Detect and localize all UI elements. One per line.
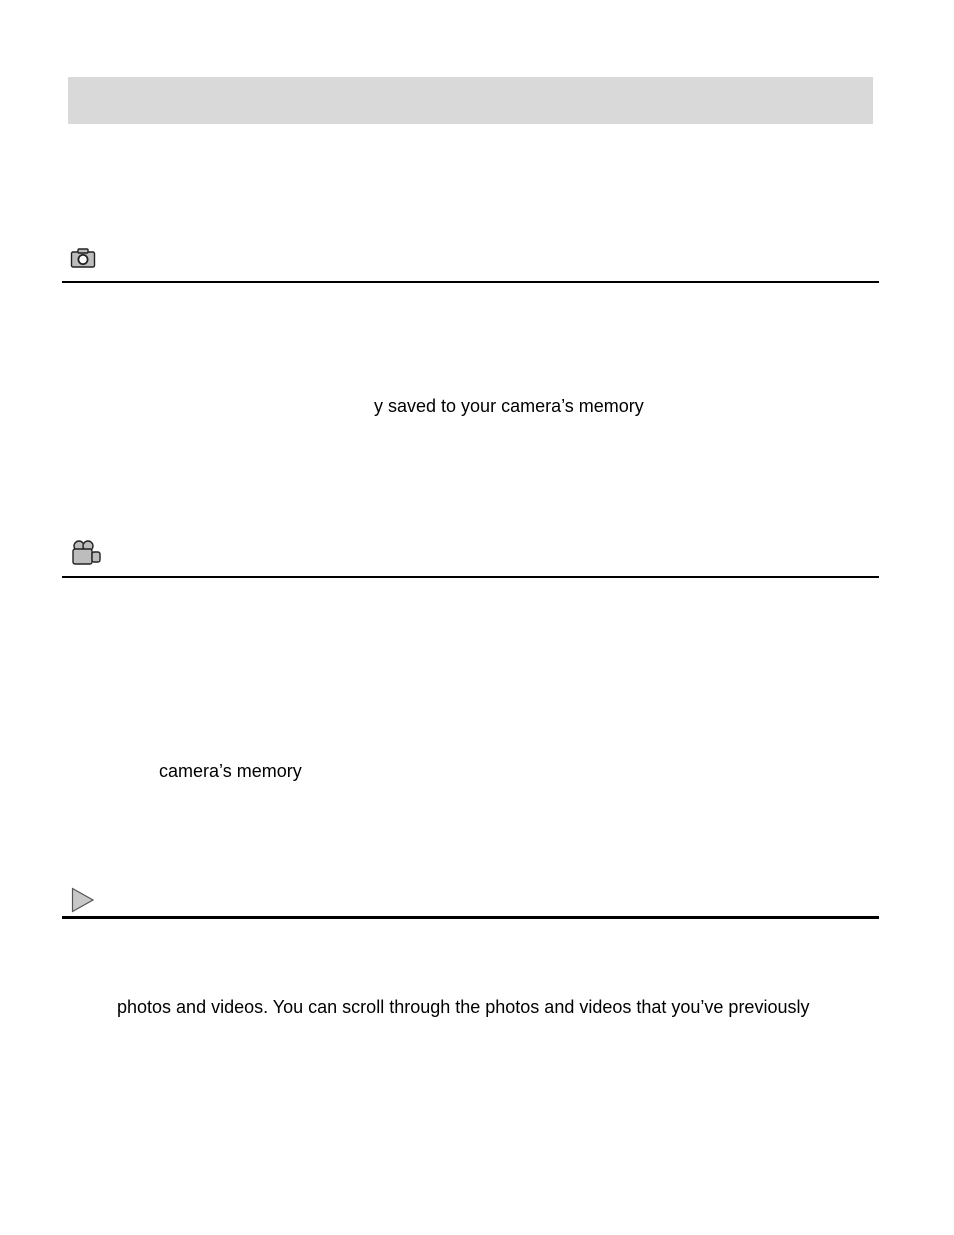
photo-mode-text: y saved to your camera’s memory — [374, 396, 644, 416]
video-mode-text: camera’s memory — [159, 761, 302, 781]
camera-icon — [70, 247, 96, 274]
playback-mode-text: photos and videos. You can scroll through the photos and videos that you’ve previously — [117, 997, 810, 1017]
section-divider-photo — [62, 281, 879, 283]
play-icon — [71, 887, 95, 918]
video-camera-icon — [70, 538, 102, 571]
section-divider-video — [62, 576, 879, 578]
section-divider-playback — [62, 916, 879, 919]
header-bar — [68, 77, 873, 124]
